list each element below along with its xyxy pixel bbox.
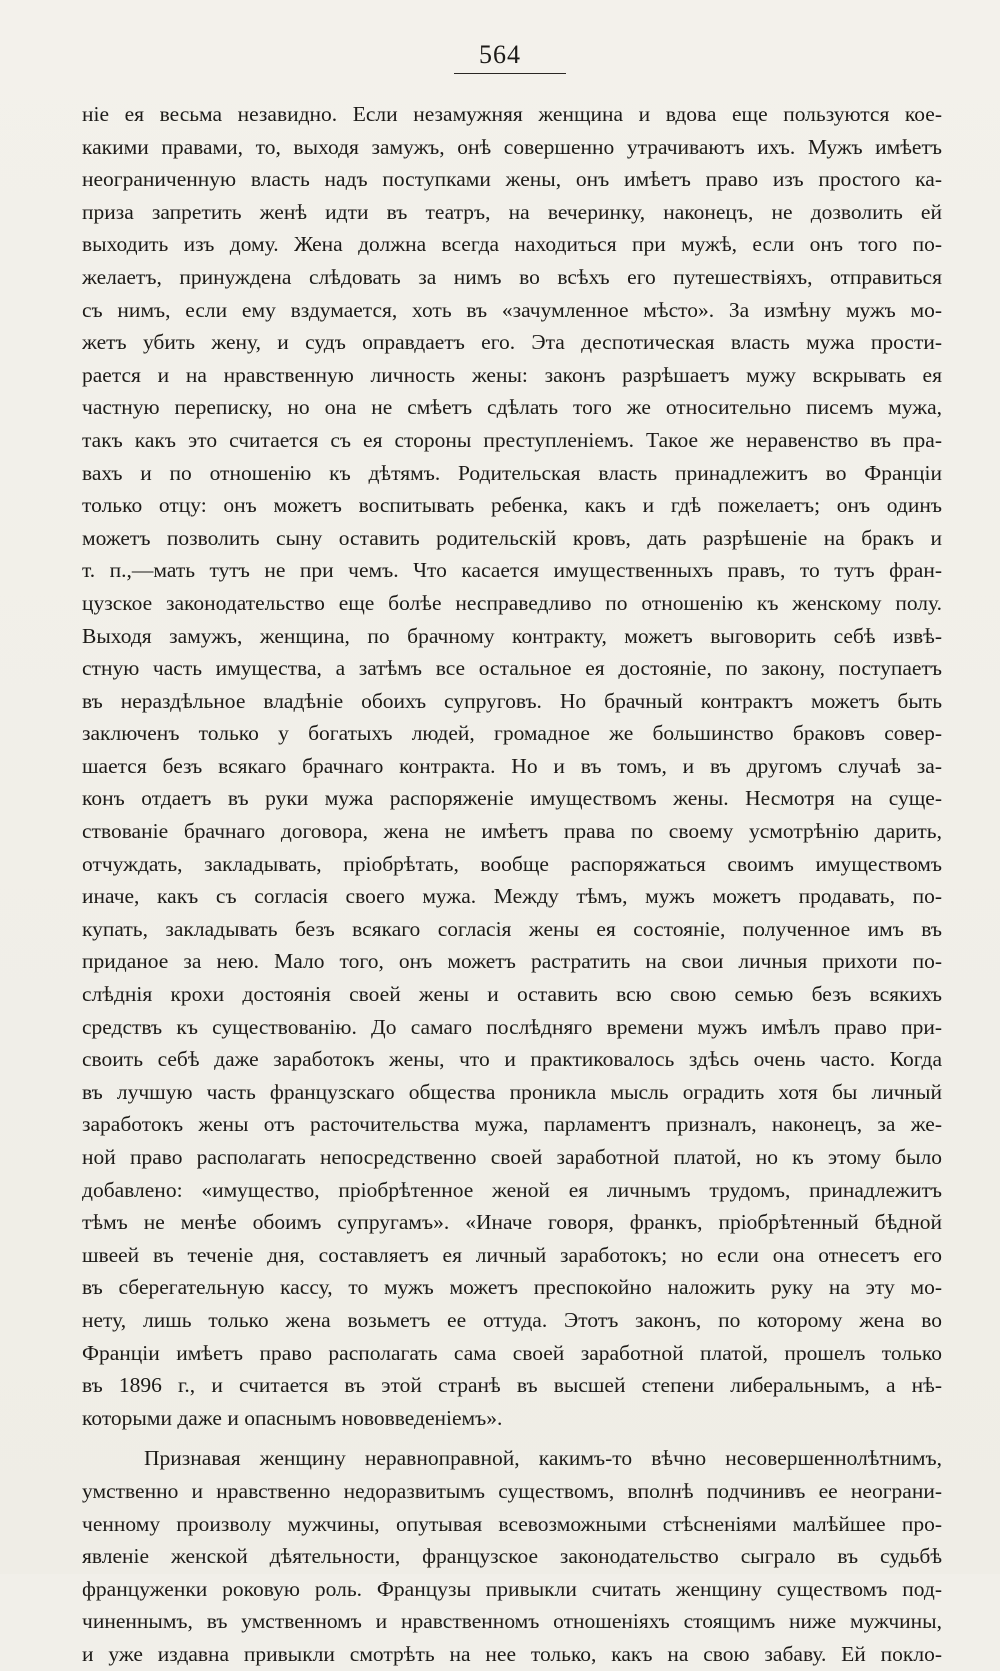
text-line: въ 1896 г., и считается въ этой странѣ въ высшей степени либеральнымъ, а нѣ- xyxy=(82,1373,942,1398)
text-line: неограниченную власть надъ поступками жены, онъ имѣетъ право изъ простого ка- xyxy=(82,167,942,192)
text-line: въ лучшую часть французскаго общества проникла мысль оградить хотя бы личный xyxy=(82,1079,942,1104)
text-line: частную переписку, но она не смѣетъ сдѣлать того же относительно писемъ мужа, xyxy=(82,395,942,420)
text-line: т. п.,—мать тутъ не при чемъ. Что касается имущественныхъ правъ, то тутъ фран- xyxy=(82,558,942,583)
text-line: конъ отдаетъ въ руки мужа распоряженіе имуществомъ жены. Несмотря на суще- xyxy=(82,786,942,811)
text-line: умственно и нравственно недоразвитымъ существомъ, вполнѣ подчинивъ ее неограни- xyxy=(82,1478,942,1503)
text-line: и уже издавна привыкли смотрѣть на нее только, какъ на свою забаву. Ей покло- xyxy=(82,1641,942,1666)
text-line: средствъ къ существованію. До самаго послѣдняго времени мужъ имѣлъ право при- xyxy=(82,1014,942,1039)
text-line: чиненнымъ, въ умственномъ и нравственномъ отношеніяхъ стоящимъ ниже мужчины, xyxy=(82,1609,942,1634)
text-line: съ нимъ, если ему вздумается, хоть въ «зачумленное мѣсто». За измѣну мужъ мо- xyxy=(82,297,942,322)
text-line: стную часть имущества, а затѣмъ все остальное ея достояніе, по закону, поступаетъ xyxy=(82,656,942,681)
text-line: француженки роковую роль. Французы привыкли считать женщину существомъ под- xyxy=(82,1576,942,1601)
text-line: ніе ея весьма незавидно. Если незамужняя женщина и вдова еще пользуются кое- xyxy=(82,102,942,126)
text-line: какими правами, то, выходя замужъ, онѣ совершенно утрачиваютъ ихъ. Мужъ имѣетъ xyxy=(82,134,942,159)
text-line: рается и на нравственную личность жены: законъ разрѣшаетъ мужу вскрывать ея xyxy=(82,362,942,387)
text-line: своить себѣ даже заработокъ жены, что и практиковалось здѣсь очень часто. Когда xyxy=(82,1047,942,1072)
text-line: такъ какъ это считается съ ея стороны преступленіемъ. Такое же неравенство въ пра- xyxy=(82,427,942,452)
text-line: цузское законодательство еще болѣе несправедливо по отношенію къ женскому полу. xyxy=(82,590,942,615)
text-line: тѣмъ не менѣе обоимъ супругамъ». «Иначе говоря, франкъ, пріобрѣтенный бѣдной xyxy=(82,1210,942,1235)
text-line: приза запретить женѣ идти въ театръ, на вечеринку, наконецъ, не дозволить ей xyxy=(82,199,942,224)
page-number-rule xyxy=(454,73,566,74)
text-line: выходить изъ дому. Жена должна всегда находиться при мужѣ, если онъ того по- xyxy=(82,232,942,257)
text-line: заработокъ жены отъ расточительства мужа, парламентъ призналъ, наконецъ, за же- xyxy=(82,1112,942,1137)
text-line: Выходя замужъ, женщина, по брачному контракту, можетъ выговорить себѣ извѣ- xyxy=(82,623,942,648)
text-line: купать, закладывать безъ всякаго согласія жены ея состояніе, полученное имъ въ xyxy=(82,916,942,941)
text-line: слѣднія крохи достоянія своей жены и оставить всю свою семью безъ всякихъ xyxy=(82,982,942,1007)
body-text xyxy=(82,98,942,1671)
text-line: Франціи имѣетъ право располагать сама своей заработной платой, прошелъ только xyxy=(82,1340,942,1365)
text-line: отчуждать, закладывать, пріобрѣтать, вообще распоряжаться своимъ имуществомъ xyxy=(82,851,942,876)
text-line: въ нераздѣльное владѣніе обоихъ супруговъ. Но брачный контрактъ можетъ быть xyxy=(82,688,942,713)
text-line: ченному произволу мужчины, опутывая всевозможными стѣсненіями малѣйшее про- xyxy=(82,1511,942,1536)
text-line: вахъ и по отношенію къ дѣтямъ. Родительская власть принадлежитъ во Франціи xyxy=(82,460,942,485)
text-line: ствованіе брачнаго договора, жена не имѣетъ права по своему усмотрѣнію дарить, xyxy=(82,819,942,844)
text-line: заключенъ только у богатыхъ людей, громадное же большинство браковъ совер- xyxy=(82,721,942,746)
text-line: ной право располагать непосредственно своей заработной платой, но къ этому было xyxy=(82,1145,942,1169)
text-line: приданое за нею. Мало того, онъ можетъ растратить на свои личныя прихоти по- xyxy=(82,949,942,974)
text-line: иначе, какъ съ согласія своего мужа. Между тѣмъ, мужъ можетъ продавать, по- xyxy=(82,884,942,909)
text-line: жетъ убить жену, и судъ оправдаетъ его. Эта деспотическая власть мужа прости- xyxy=(82,330,942,355)
text-line: явленіе женской дѣятельности, французское законодательство сыграло въ судьбѣ xyxy=(82,1544,942,1569)
page-number: 564 xyxy=(479,40,521,69)
text-line: только отцу: онъ можетъ воспитывать ребенка, какъ и гдѣ пожелаетъ; онъ одинъ xyxy=(82,493,942,518)
text-line: шается безъ всякаго брачнаго контракта. Но и въ томъ, и въ другомъ случаѣ за- xyxy=(82,753,942,778)
text-line: добавлено: «имущество, пріобрѣтенное женой ея личнымъ трудомъ, принадлежитъ xyxy=(82,1177,942,1202)
paragraph-end-line: которыми даже и опаснымъ нововведеніемъ». xyxy=(82,1405,503,1430)
text-line: въ сберегательную кассу, то мужъ можетъ преспокойно наложить руку на эту мо- xyxy=(82,1275,942,1300)
text-line: желаетъ, принуждена слѣдовать за нимъ во всѣхъ его путешествіяхъ, отправиться xyxy=(82,264,942,289)
text-line: нету, лишь только жена возьметъ ее оттуда. Этотъ законъ, по которому жена во xyxy=(82,1307,942,1332)
text-line: можетъ позволить сыну оставить родительскій кровъ, дать разрѣшеніе на бракъ и xyxy=(82,525,942,550)
text-line: швеей въ теченіе дня, составляетъ ея личный заработокъ; но если она отнесетъ его xyxy=(82,1242,942,1267)
paragraph-start-line: Признавая женщину неравноправной, какимъ-то вѣчно несовершеннолѣтнимъ, xyxy=(144,1446,942,1471)
